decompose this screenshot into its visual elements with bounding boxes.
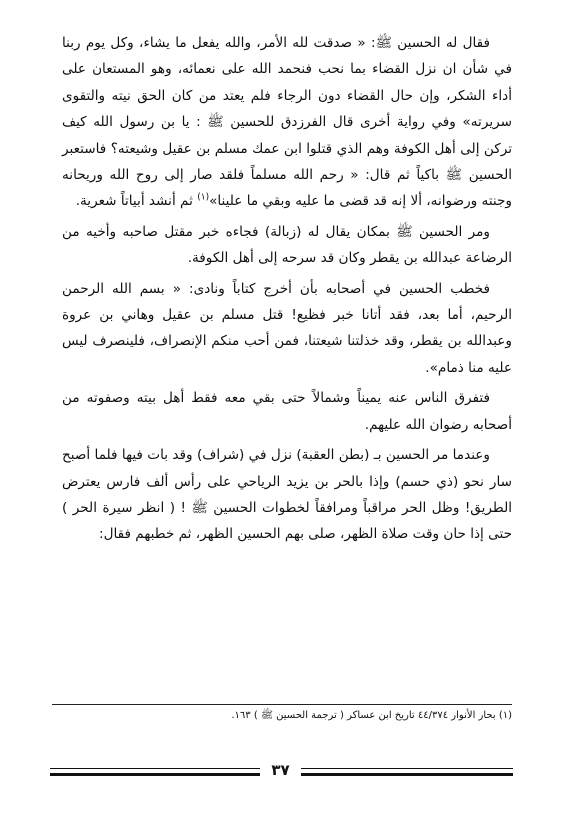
- paragraph: [62, 276, 512, 382]
- paragraph: [62, 30, 512, 215]
- footer-rule-left-thick: [50, 773, 260, 776]
- paragraph-text: فقال له الحسين ﷺ: « صدقت لله الأمر، والله يفعل ما يشاء، وكل يوم ربنا في شأن ان نزل القضاء بما نحب فنحمد الله على نعمائه، وهو المستعان على أداء الشكر، وإن حال القضاء دون الرجاء فلم يعتد من كان الحق نيته والتقوى سريرته» وفي رواية أخرى قال الفرزدق للحسين ﷺ : يا بن رسول الله كيف تركن إلى أهل الكوفة وهم الذي قتلوا ابن عمك مسلم بن عقيل وشيعته؟ فاستعبر الحسين ﷺ باكياً ثم قال: « رحم الله مسلماً فلقد صار إلى روح الله وريحانه وجنته ورضوانه، ألا إنه قد قضى ما عليه وبقي ما علينا»: [62, 35, 512, 210]
- footnote-reference: (١): [197, 192, 210, 203]
- footnote: (١) بحار الأنوار ٤٤/٣٧٤ تاريخ ابن عساكر ( ترجمة الحسين ﷺ ) ١٦٣.: [231, 710, 512, 721]
- paragraph-text: وعندما مر الحسين بـ (بطن العقبة) نزل في (شراف) وقد بات فيها فلما أصبح سار نحو (ذي حسم) وإذا بالحر بن يزيد الرياحي على رأس ألف فارس يعترض الطريق! وظل الحر مراقباً ومرافقاً لخطوات الحسين ﷺ ! ( انظر سيرة الحر ) حتى إذا حان وقت صلاة الظهر، صلى بهم الحسين الظهر، ثم خطبهم فقال:: [62, 447, 512, 543]
- paragraph-text: ومر الحسين ﷺ بمكان يقال له (زبالة) فجاءه خبر مقتل صاحبه وأخيه من الرضاعة عبدالله بن يقطر وكان قد سرحه إلى أهل الكوفة.: [62, 223, 512, 267]
- paragraph: [62, 385, 512, 438]
- page-number: ٣٧: [271, 761, 290, 779]
- footnote-separator: [52, 704, 512, 705]
- paragraph: [62, 219, 512, 272]
- main-text: [62, 30, 512, 548]
- footer-rule-right-thick: [301, 773, 513, 776]
- page-footer: [50, 761, 513, 785]
- paragraph-text: فخطب الحسين في أصحابه بأن أخرج كتاباً ونادى: « بسم الله الرحمن الرحيم، أما بعد، فقد أتانا خبر فظيع! قتل مسلم بن عقيل وهاني بن عروة وعبدالله بن يقطر، وقد خذلتنا شيعتنا، فمن أحب منكم الإنصراف، فلينصرف ليس عليه منا ذمام».: [62, 280, 512, 376]
- footer-rule-left-thin: [50, 768, 260, 769]
- paragraph-text-continued: ثم أنشد أبياتاً شعرية.: [75, 193, 198, 210]
- paragraph-text: فتفرق الناس عنه يميناً وشمالاً حتى بقي معه فقط أهل بيته وصفوته من أصحابه رضوان الله عليهم.: [62, 390, 512, 433]
- paragraph: [62, 442, 512, 548]
- footer-rule-right-thin: [301, 768, 513, 769]
